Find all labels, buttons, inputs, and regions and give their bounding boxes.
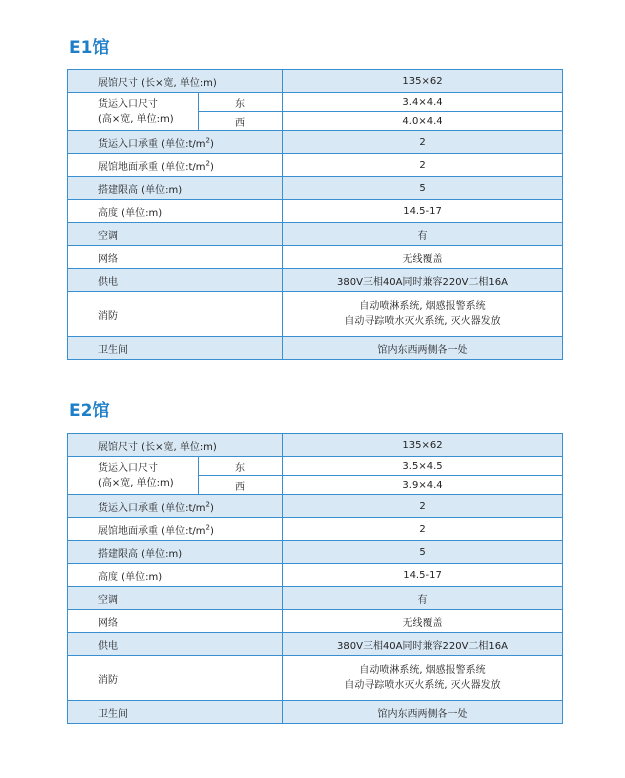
row-size [68, 70, 563, 93]
label-entrance-load: 货运入口承重 (单位$:t/m^2$) [68, 495, 283, 518]
value-entrance-load: 2 [283, 131, 563, 154]
value-entrance-west: 4.0×4.4 [283, 112, 563, 131]
value-size: 135×62 [283, 70, 563, 93]
value-power: 380V三相40A同时兼容220V二相16A [283, 633, 563, 656]
value-network: 无线覆盖 [283, 610, 563, 633]
label-height-limit: 搭建限高 (单位:m) [68, 177, 283, 200]
label-west: 西 [199, 112, 283, 131]
row-ac [68, 587, 563, 610]
value-height-limit: 5 [283, 541, 563, 564]
value-size: 135×62 [283, 434, 563, 457]
value-entrance-east: 3.5×4.5 [283, 457, 563, 476]
row-fire [68, 656, 563, 701]
row-height [68, 564, 563, 587]
value-ac: 有 [283, 587, 563, 610]
value-height: 14.5-17 [283, 200, 563, 223]
label-network: 网络 [68, 610, 283, 633]
label-restroom: 卫生间 [68, 337, 283, 360]
row-entrance-east [68, 93, 563, 112]
row-height [68, 200, 563, 223]
label-floor-load: 展馆地面承重 (单位$:t/m^2$) [68, 154, 283, 177]
value-floor-load: 2 [283, 518, 563, 541]
row-network [68, 246, 563, 269]
row-entrance-load [68, 131, 563, 154]
value-fire: 自动喷淋系统, 烟感报警系统 自动寻踪喷水灭火系统, 灭火器发放 [283, 292, 563, 337]
label-west: 西 [199, 476, 283, 495]
label-ac: 空调 [68, 587, 283, 610]
spec-table-e2 [67, 433, 563, 724]
value-floor-load: 2 [283, 154, 563, 177]
value-entrance-east: 3.4×4.4 [283, 93, 563, 112]
label-restroom: 卫生间 [68, 701, 283, 724]
row-network [68, 610, 563, 633]
value-network: 无线覆盖 [283, 246, 563, 269]
label-power: 供电 [68, 633, 283, 656]
row-fire [68, 292, 563, 337]
label-height: 高度 (单位:m) [68, 564, 283, 587]
row-restroom [68, 701, 563, 724]
value-restroom: 馆内东西两侧各一处 [283, 701, 563, 724]
value-height-limit: 5 [283, 177, 563, 200]
label-size: 展馆尺寸 (长×宽, 单位:m) [68, 70, 283, 93]
value-ac: 有 [283, 223, 563, 246]
label-network: 网络 [68, 246, 283, 269]
value-height: 14.5-17 [283, 564, 563, 587]
row-restroom [68, 337, 563, 360]
label-floor-load: 展馆地面承重 (单位$:t/m^2$) [68, 518, 283, 541]
label-ac: 空调 [68, 223, 283, 246]
label-size: 展馆尺寸 (长×宽, 单位:m) [68, 434, 283, 457]
spec-table-e1 [67, 69, 563, 360]
row-floor-load [68, 154, 563, 177]
row-entrance-load [68, 495, 563, 518]
hall-title-e1: E1馆 [69, 38, 110, 58]
label-height: 高度 (单位:m) [68, 200, 283, 223]
value-entrance-west: 3.9×4.4 [283, 476, 563, 495]
row-size [68, 434, 563, 457]
row-power [68, 269, 563, 292]
label-fire: 消防 [68, 292, 283, 337]
value-entrance-load: 2 [283, 495, 563, 518]
label-power: 供电 [68, 269, 283, 292]
label-fire: 消防 [68, 656, 283, 701]
value-power: 380V三相40A同时兼容220V二相16A [283, 269, 563, 292]
label-entrance: 货运入口尺寸 (高×宽, 单位:m) [68, 457, 199, 495]
row-ac [68, 223, 563, 246]
hall-title-e2: E2馆 [69, 401, 110, 421]
row-floor-load [68, 518, 563, 541]
label-entrance: 货运入口尺寸 (高×宽, 单位:m) [68, 93, 199, 131]
label-height-limit: 搭建限高 (单位:m) [68, 541, 283, 564]
row-entrance-east [68, 457, 563, 476]
row-height-limit [68, 541, 563, 564]
label-entrance-load: 货运入口承重 (单位$:t/m^2$) [68, 131, 283, 154]
label-east: 东 [199, 457, 283, 476]
row-height-limit [68, 177, 563, 200]
value-fire: 自动喷淋系统, 烟感报警系统 自动寻踪喷水灭火系统, 灭火器发放 [283, 656, 563, 701]
value-restroom: 馆内东西两侧各一处 [283, 337, 563, 360]
row-power [68, 633, 563, 656]
label-east: 东 [199, 93, 283, 112]
